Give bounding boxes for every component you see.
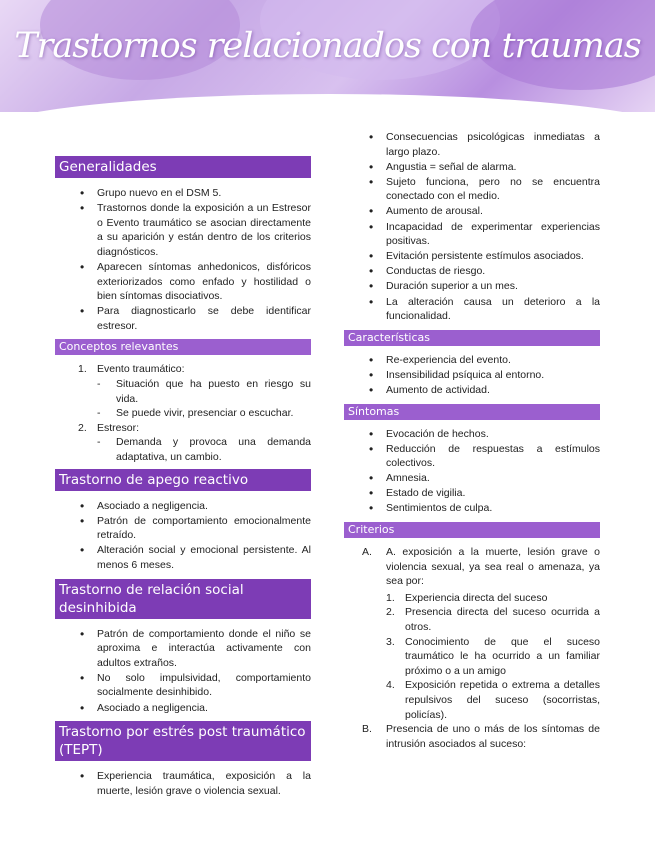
list-item: • Sujeto funciona, pero no se encuentra conectado con el medio. (386, 175, 600, 204)
left-column (55, 156, 311, 804)
list-item: • Angustia = señal de alarma. (386, 160, 600, 175)
list-item: • Duración superior a un mes. (386, 279, 600, 294)
list-item: • Aumento de arousal. (386, 204, 600, 219)
list-item: • Amnesia. (386, 471, 600, 486)
section-heading-caracteristicas: Características (344, 330, 600, 346)
list-item: • Aparecen síntomas anhedonicos, disfóricos exteriorizados como enfado y hostilidad o bien síntomas disociativos. (97, 260, 311, 304)
list-item: • Evitación persistente estímulos asociados. (386, 249, 600, 264)
list-item: • Patrón de comportamiento donde el niño se aproxima e interactúa activamente con adultos extraños. (97, 627, 311, 671)
list-item: • Evocación de hechos. (386, 427, 600, 442)
item-text: Exposición repetida o extrema a detalles repulsivos del suceso (socorristas, policías). (405, 679, 600, 721)
criterios-list (344, 545, 600, 751)
list-item: • Patrón de comportamiento emocionalmente retraído. (97, 514, 311, 543)
conceptos-list (55, 362, 311, 464)
item-number: 2. (386, 606, 395, 619)
sub-item (386, 678, 600, 722)
list-item: • Asociado a negligencia. (97, 701, 311, 716)
section-heading-apego: Trastorno de apego reactivo (55, 469, 311, 491)
list-item: • Incapacidad de experimentar experiencias positivas. (386, 220, 600, 249)
sub-item (386, 635, 600, 679)
list-item: • Para diagnosticarlo se debe identificar estresor. (97, 304, 311, 333)
list-item: • Conductas de riesgo. (386, 264, 600, 279)
list-item: • Estado de vigilia. (386, 486, 600, 501)
list-item: • Asociado a negligencia. (97, 499, 311, 514)
list-item: • Grupo nuevo en el DSM 5. (97, 186, 311, 201)
item-text: Presencia de uno o más de los síntomas de intrusión asociados al suceso: (386, 723, 600, 750)
item-number: 1. (78, 363, 87, 376)
section-heading-social: Trastorno de relación social desinhibida (55, 579, 311, 619)
list-item (362, 722, 600, 751)
item-label: Estresor: (97, 421, 140, 434)
item-text: A. exposición a la muerte, lesión grave o violencia sexual, ya sea real o amenaza, ya sea por: (386, 546, 600, 588)
list-item: • Experiencia traumática, exposición a la muerte, lesión grave o violencia sexual. (97, 769, 311, 798)
sub-list (386, 591, 600, 722)
generalidades-list (55, 186, 311, 333)
sub-list (97, 435, 311, 464)
item-text: Presencia directa del suceso ocurrida a otros. (405, 606, 600, 634)
sub-item: - Situación que ha puesto en riesgo su vida. (116, 377, 311, 406)
sub-item: - Se puede vivir, presenciar o escuchar. (116, 406, 311, 421)
item-text: Conocimiento de que el suceso traumático le ha ocurrido a un familiar próximo o a un amigo (405, 635, 600, 677)
list-item: • Aumento de actividad. (386, 383, 600, 398)
tept-list (55, 769, 311, 798)
item-number: 4. (386, 679, 395, 692)
item-number: 3. (386, 635, 395, 648)
item-number: 2. (78, 421, 87, 434)
sub-item: - Demanda y provoca una demanda adaptativa, un cambio. (116, 435, 311, 464)
section-heading-generalidades: Generalidades (55, 156, 311, 178)
list-item: • Consecuencias psicológicas inmediatas a largo plazo. (386, 130, 600, 159)
sub-list (97, 377, 311, 421)
social-list (55, 627, 311, 716)
list-item: • La alteración causa un deterioro a la funcionalidad. (386, 295, 600, 324)
apego-list (55, 499, 311, 573)
section-heading-conceptos: Conceptos relevantes (55, 339, 311, 355)
list-item: • Re-experiencia del evento. (386, 353, 600, 368)
section-heading-criterios: Criterios (344, 522, 600, 538)
section-heading-sintomas: Síntomas (344, 404, 600, 420)
list-item: • Trastornos donde la exposición a un Estresor o Evento traumático se asocian directamente a su aparición y están dentro de los criterios diagnósticos. (97, 201, 311, 259)
item-number: 1. (386, 591, 395, 604)
sintomas-list (344, 427, 600, 517)
banner-edge (0, 94, 655, 112)
list-item: • Alteración social y emocional persistente. Al menos 6 meses. (97, 543, 311, 572)
list-item (362, 545, 600, 722)
item-label: Evento traumático: (97, 363, 185, 376)
list-item (78, 421, 311, 465)
list-item: • Reducción de respuestas a estímulos colectivos. (386, 442, 600, 471)
item-letter: A. (362, 546, 372, 559)
list-item: • No solo impulsividad, comportamiento socialmente desinhibido. (97, 671, 311, 700)
list-item: • Insensibilidad psíquica al entorno. (386, 368, 600, 383)
section-heading-tept: Trastorno por estrés post traumático (TEPT) (55, 721, 311, 761)
caracteristicas-list (344, 353, 600, 398)
item-text: Experiencia directa del suceso (405, 591, 548, 604)
item-letter: B. (362, 723, 372, 736)
sub-item (386, 591, 600, 606)
sub-item (386, 605, 600, 634)
page-title: Trastornos relacionados con traumas (14, 26, 641, 66)
right-column (344, 130, 600, 751)
tept-continued-list (344, 130, 600, 324)
list-item (78, 362, 311, 420)
list-item: • Sentimientos de culpa. (386, 501, 600, 516)
